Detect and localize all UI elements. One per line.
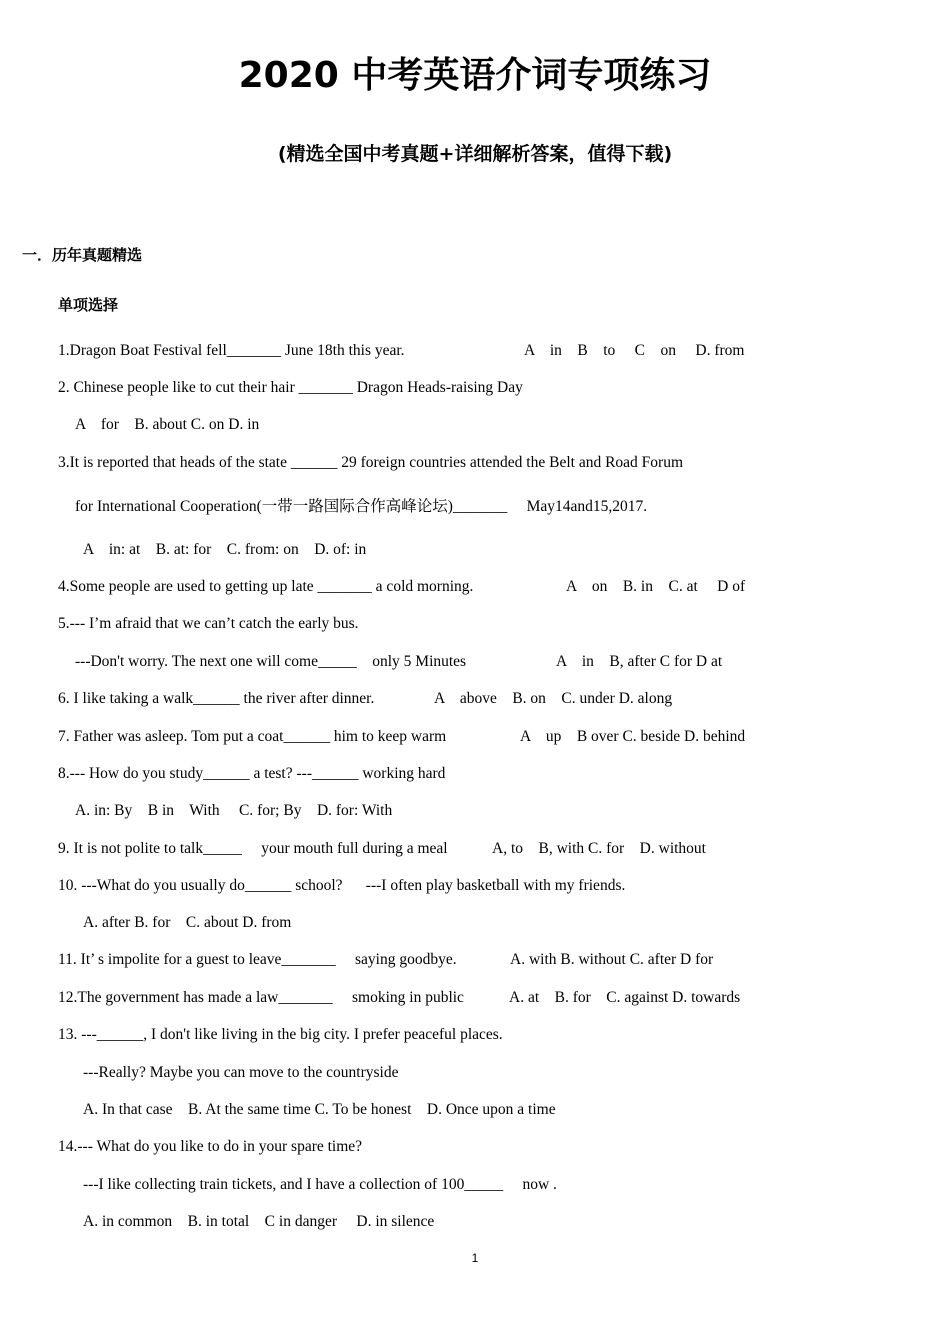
question-6-options: A above B. on C. under D. along bbox=[434, 690, 673, 707]
question-11-stem: 11. It’ s impolite for a guest to leave_______ saying goodbye. bbox=[58, 951, 457, 968]
question-5-stem: 5.--- I’m afraid that we can’t catch the early bus. bbox=[58, 615, 359, 632]
document-title: 2020 中考英语介词专项练习 bbox=[238, 55, 712, 96]
question-7-options: A up B over C. beside D. behind bbox=[520, 728, 746, 745]
question-13-stem-continued: ---Really? Maybe you can move to the countryside bbox=[83, 1064, 399, 1081]
question-3-options: A in: at B. at: for C. from: on D. of: in bbox=[83, 541, 367, 558]
question-6-stem: 6. I like taking a walk______ the river after dinner. bbox=[58, 690, 375, 707]
page-number: 1 bbox=[471, 1251, 479, 1265]
question-10-stem: 10. ---What do you usually do______ school? ---I often play basketball with my friends. bbox=[58, 877, 626, 894]
question-9-options: A, to B, with C. for D. without bbox=[492, 840, 706, 857]
document-subtitle: (精选全国中考真题+详细解析答案，值得下载) bbox=[277, 143, 673, 165]
question-4-stem: 4.Some people are used to getting up late _______ a cold morning. bbox=[58, 578, 474, 595]
question-8-stem: 8.--- How do you study______ a test? ---______ working hard bbox=[58, 765, 446, 782]
section-heading: 一．历年真题精选 bbox=[22, 246, 143, 264]
question-10-options: A. after B. for C. about D. from bbox=[83, 914, 292, 931]
question-14-options: A. in common B. in total C in danger D. in silence bbox=[83, 1213, 435, 1230]
question-3-stem: 3.It is reported that heads of the state ______ 29 foreign countries attended the Belt and Road Forum bbox=[58, 454, 684, 471]
question-8-options: A. in: By B in With C. for; By D. for: With bbox=[75, 802, 393, 819]
question-14-stem-continued: ---I like collecting train tickets, and I have a collection of 100_____ now . bbox=[83, 1176, 557, 1193]
subsection-heading: 单项选择 bbox=[58, 296, 119, 314]
question-14-stem: 14.--- What do you like to do in your spare time? bbox=[58, 1138, 363, 1155]
question-2-stem: 2. Chinese people like to cut their hair _______ Dragon Heads-raising Day bbox=[58, 379, 523, 396]
question-12-stem: 12.The government has made a law_______ smoking in public bbox=[58, 989, 464, 1006]
question-9-stem: 9. It is not polite to talk_____ your mouth full during a meal bbox=[58, 840, 448, 857]
question-1-stem: 1.Dragon Boat Festival fell_______ June 18th this year. bbox=[58, 342, 405, 359]
question-2-options: A for B. about C. on D. in bbox=[75, 416, 260, 433]
question-11-options: A. with B. without C. after D for bbox=[510, 951, 714, 968]
question-4-options: A on B. in C. at D of bbox=[566, 578, 746, 595]
question-5-options: A in B, after C for D at bbox=[556, 653, 723, 670]
question-12-options: A. at B. for C. against D. towards bbox=[509, 989, 741, 1006]
question-1-options: A in B to C on D. from bbox=[524, 342, 745, 359]
question-13-stem: 13. ---______, I don't like living in the big city. I prefer peaceful places. bbox=[58, 1026, 503, 1043]
question-7-stem: 7. Father was asleep. Tom put a coat______ him to keep warm bbox=[58, 728, 447, 745]
question-13-options: A. In that case B. At the same time C. To be honest D. Once upon a time bbox=[83, 1101, 556, 1118]
question-3-stem-continued: for International Cooperation(一带一路国际合作高峰论坛)_______ May14and15,2017. bbox=[75, 498, 648, 515]
question-5-stem-continued: ---Don't worry. The next one will come_____ only 5 Minutes bbox=[75, 653, 467, 670]
